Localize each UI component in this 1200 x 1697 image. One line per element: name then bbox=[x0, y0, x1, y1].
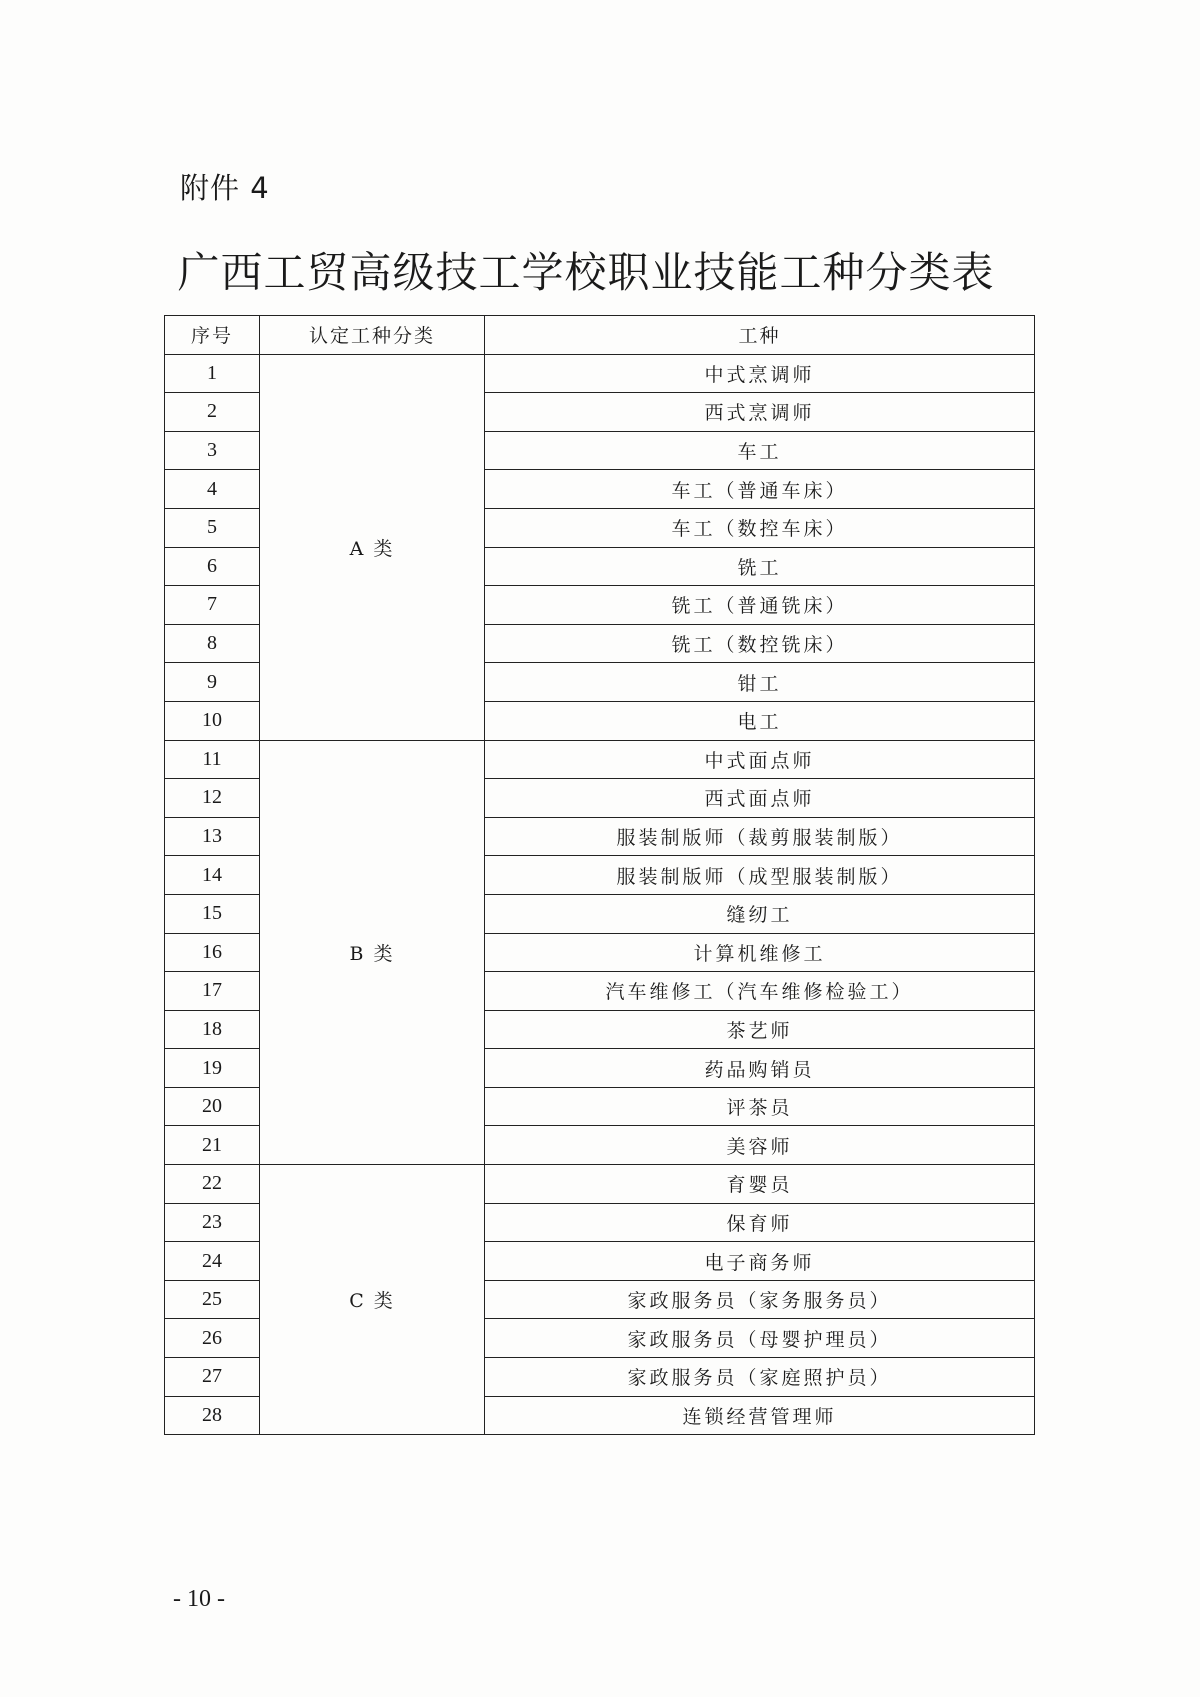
row-number: 15 bbox=[165, 894, 260, 933]
row-number: 21 bbox=[165, 1126, 260, 1165]
category-a-cell: A 类 bbox=[260, 354, 485, 740]
row-number: 24 bbox=[165, 1242, 260, 1281]
row-number: 25 bbox=[165, 1280, 260, 1319]
row-number: 27 bbox=[165, 1358, 260, 1397]
row-number: 14 bbox=[165, 856, 260, 895]
row-number: 2 bbox=[165, 393, 260, 432]
row-number: 16 bbox=[165, 933, 260, 972]
job-name: 家政服务员（母婴护理员） bbox=[485, 1319, 1035, 1358]
job-name: 铣工（普通铣床） bbox=[485, 586, 1035, 625]
row-number: 12 bbox=[165, 779, 260, 818]
row-number: 3 bbox=[165, 431, 260, 470]
job-name: 服装制版师（裁剪服装制版） bbox=[485, 817, 1035, 856]
job-name: 车工 bbox=[485, 431, 1035, 470]
job-name: 中式面点师 bbox=[485, 740, 1035, 779]
page-title: 广西工贸高级技工学校职业技能工种分类表 bbox=[177, 248, 995, 297]
category-c-cell: C 类 bbox=[260, 1165, 485, 1435]
row-number: 5 bbox=[165, 508, 260, 547]
job-name: 西式面点师 bbox=[485, 779, 1035, 818]
row-number: 10 bbox=[165, 701, 260, 740]
job-name: 计算机维修工 bbox=[485, 933, 1035, 972]
job-name: 铣工 bbox=[485, 547, 1035, 586]
job-name: 评茶员 bbox=[485, 1087, 1035, 1126]
row-number: 28 bbox=[165, 1396, 260, 1435]
job-name: 缝纫工 bbox=[485, 894, 1035, 933]
header-index: 序号 bbox=[165, 316, 260, 355]
row-number: 23 bbox=[165, 1203, 260, 1242]
job-name: 药品购销员 bbox=[485, 1049, 1035, 1088]
job-name: 钳工 bbox=[485, 663, 1035, 702]
row-number: 4 bbox=[165, 470, 260, 509]
header-category: 认定工种分类 bbox=[260, 316, 485, 355]
row-number: 17 bbox=[165, 972, 260, 1011]
row-number: 18 bbox=[165, 1010, 260, 1049]
table-header-row bbox=[165, 316, 1035, 355]
row-number: 20 bbox=[165, 1087, 260, 1126]
row-number: 26 bbox=[165, 1319, 260, 1358]
row-number: 22 bbox=[165, 1165, 260, 1204]
job-name: 车工（普通车床） bbox=[485, 470, 1035, 509]
job-name: 保育师 bbox=[485, 1203, 1035, 1242]
attachment-label: 附件 4 bbox=[180, 171, 270, 205]
job-name: 家政服务员（家务服务员） bbox=[485, 1280, 1035, 1319]
job-name: 西式烹调师 bbox=[485, 393, 1035, 432]
job-name: 美容师 bbox=[485, 1126, 1035, 1165]
job-name: 中式烹调师 bbox=[485, 354, 1035, 393]
job-name: 连锁经营管理师 bbox=[485, 1396, 1035, 1435]
job-name: 服装制版师（成型服装制版） bbox=[485, 856, 1035, 895]
row-number: 1 bbox=[165, 354, 260, 393]
page-number: - 10 - bbox=[173, 1586, 225, 1612]
row-number: 8 bbox=[165, 624, 260, 663]
row-number: 11 bbox=[165, 740, 260, 779]
job-name: 铣工（数控铣床） bbox=[485, 624, 1035, 663]
table-row bbox=[165, 740, 1035, 779]
job-name: 车工（数控车床） bbox=[485, 508, 1035, 547]
row-number: 7 bbox=[165, 586, 260, 625]
row-number: 6 bbox=[165, 547, 260, 586]
job-name: 茶艺师 bbox=[485, 1010, 1035, 1049]
job-name: 汽车维修工（汽车维修检验工） bbox=[485, 972, 1035, 1011]
job-name: 育婴员 bbox=[485, 1165, 1035, 1204]
row-number: 9 bbox=[165, 663, 260, 702]
table-row bbox=[165, 354, 1035, 393]
row-number: 19 bbox=[165, 1049, 260, 1088]
job-name: 电工 bbox=[485, 701, 1035, 740]
job-classification-table bbox=[164, 315, 1035, 1435]
header-job: 工种 bbox=[485, 316, 1035, 355]
row-number: 13 bbox=[165, 817, 260, 856]
job-name: 电子商务师 bbox=[485, 1242, 1035, 1281]
job-name: 家政服务员（家庭照护员） bbox=[485, 1358, 1035, 1397]
category-b-cell: B 类 bbox=[260, 740, 485, 1165]
table-row bbox=[165, 1165, 1035, 1204]
